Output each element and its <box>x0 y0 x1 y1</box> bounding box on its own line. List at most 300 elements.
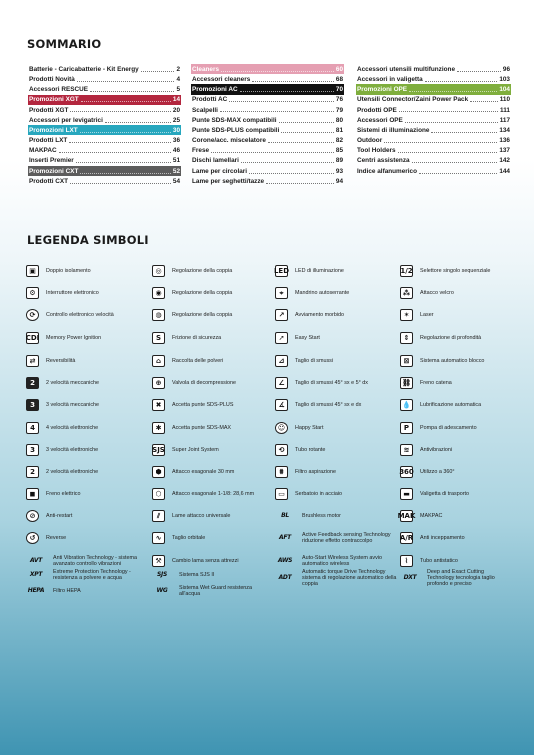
sds-plus-bit-icon: ✖ <box>152 399 165 411</box>
toc-entry-label: Promozioni OPE <box>357 86 408 94</box>
legend-item <box>152 466 274 478</box>
toc-leader-dots <box>81 101 171 102</box>
toc-entry[interactable] <box>191 74 344 84</box>
legend-item-label: Doppio isolamento <box>46 268 91 274</box>
toc-entry[interactable] <box>28 115 181 125</box>
steel-tank-icon: ▭ <box>275 488 288 500</box>
toc-entry[interactable] <box>191 84 344 94</box>
anti-jam-icon: A/R <box>399 534 414 542</box>
legend-item <box>275 377 399 389</box>
legend-item <box>152 332 274 344</box>
legend-item-label: 2 velocità elettroniche <box>46 469 99 475</box>
toc-leader-dots <box>409 91 497 92</box>
toc-entry-label: Prodotti CXT <box>29 177 69 185</box>
toc-leader-dots <box>252 81 334 82</box>
toc-entry-page: 79 <box>335 106 343 114</box>
toc-leader-dots <box>211 152 334 153</box>
super-joint-system-icon: SJS <box>152 446 165 454</box>
toc-entry-page: 110 <box>499 96 510 104</box>
hex-shank-28-icon: ⬡ <box>152 488 165 500</box>
legend-item <box>275 399 399 411</box>
toc-entry-page: 36 <box>172 137 180 145</box>
toc-entry-page: 80 <box>335 116 343 124</box>
toc-leader-dots <box>70 183 171 184</box>
toc-leader-dots <box>70 111 170 112</box>
toc-entry-label: Promozioni LXT <box>29 126 78 134</box>
avt-logo-icon: AVT <box>29 557 43 564</box>
legend-item <box>275 555 399 567</box>
sds-max-bit-icon: ✱ <box>152 422 165 434</box>
legend-item-label: MAKPAC <box>420 513 443 519</box>
laser-icon: ✶ <box>400 309 413 321</box>
toc-leader-dots <box>80 132 171 133</box>
sequential-selector-icon: 1/2 <box>400 267 413 275</box>
toc-entry-page: 2 <box>176 65 180 73</box>
auto-block-icon: ⊠ <box>400 355 413 367</box>
toc-entry-page: 4 <box>176 75 180 83</box>
toc-entry-page: 85 <box>335 147 343 155</box>
toc-entry-label: Prodotti LXT <box>29 137 68 145</box>
anti-static-tube-icon: ⌇ <box>400 555 413 567</box>
legend-item <box>26 377 151 389</box>
rotating-tube-icon: ⟲ <box>275 444 288 456</box>
legend-item-label: Active Feedback sensing Technology riduzione effetto contraccolpo <box>302 532 391 544</box>
toc-entry-label: Dischi lamellari <box>192 157 239 165</box>
legend-item-label: Attacco velcro <box>420 290 454 296</box>
toc-entry-label: Accessori utensili multifunzione <box>357 65 456 73</box>
adt-logo-icon: ADT <box>278 574 292 581</box>
toc-entry[interactable] <box>28 74 181 84</box>
legend-item <box>152 355 274 367</box>
legend-item <box>400 488 512 500</box>
memory-power-ignition-icon: CDI <box>25 334 40 342</box>
toc-entry-page: 81 <box>335 126 343 134</box>
legend-item <box>26 444 151 456</box>
toc-entry[interactable] <box>28 166 181 176</box>
legend-item-label: Tubo rotante <box>295 447 326 453</box>
soft-start-icon: ↗ <box>275 309 288 321</box>
toc-entry-label: Prodotti Novità <box>29 75 75 83</box>
legend-item <box>400 532 512 544</box>
toc-entry-label: Accessori cleaners <box>192 75 251 83</box>
toc-column <box>28 64 181 186</box>
priming-pump-icon: P <box>400 422 413 434</box>
legend-item <box>26 309 151 321</box>
toc-leader-dots <box>76 162 171 163</box>
toc-entry-page: 142 <box>499 157 510 165</box>
legend-item-label: Anti Vibration Technology - sistema avanzato controllo vibrazioni <box>53 555 137 567</box>
legend-item-label: Regolazione di profondità <box>420 335 482 341</box>
legend-item-label: Avviamento morbido <box>295 312 345 318</box>
toc-leader-dots <box>220 111 334 112</box>
xpt-logo-icon: XPT <box>29 571 43 578</box>
legend-item-label: Filtro HEPA <box>53 588 81 594</box>
legend-item-label: Pompa di adescamento <box>420 425 477 431</box>
toc-leader-dots <box>77 81 175 82</box>
reverse-icon: ↺ <box>26 532 39 544</box>
toc-entry-page: 5 <box>176 86 180 94</box>
legend-item <box>397 510 512 522</box>
toc-entry[interactable] <box>356 95 511 105</box>
toc-entry-label: Accessori per levigatrici <box>29 116 103 124</box>
legend-item <box>26 265 151 277</box>
led-light-icon: LED <box>273 267 290 275</box>
legend-item <box>152 377 274 389</box>
toc-entry-page: 93 <box>335 167 343 175</box>
legend-item-label: Reversibilità <box>46 358 76 364</box>
toc-entry-page: 111 <box>500 106 510 114</box>
legend-item <box>152 444 274 456</box>
toc-entry[interactable] <box>191 166 344 176</box>
brushless-logo-icon: BL <box>281 512 289 519</box>
toc-leader-dots <box>399 111 498 112</box>
suction-filter-icon: ⩩ <box>275 466 288 478</box>
legend-item-label: Accetta punte SDS-PLUS <box>172 402 234 408</box>
toc-leader-dots <box>384 142 497 143</box>
legend-item <box>26 466 151 478</box>
toc-entry[interactable] <box>356 74 511 84</box>
toc-entry[interactable] <box>191 115 344 125</box>
toc-entry-label: Promozioni XGT <box>29 96 79 104</box>
toc-entry[interactable] <box>28 125 181 135</box>
toc-leader-dots <box>419 173 497 174</box>
toc-entry-label: Centri assistenza <box>357 157 410 165</box>
legend-item-label: Frizione di sicurezza <box>172 335 222 341</box>
toc-entry-label: MAKPAC <box>29 147 57 155</box>
legend-item <box>275 444 399 456</box>
legend-item-label: Cambio lama senza attrezzi <box>172 558 239 564</box>
legend-item-label: Filtro aspirazione <box>295 469 337 475</box>
toc-entry-page: 46 <box>172 147 180 155</box>
self-centering-chuck-icon: ⌖ <box>275 287 288 299</box>
legend-item <box>152 287 274 299</box>
legend-item-label: Valvola di decompressione <box>172 380 237 386</box>
toc-entry-label: Punte SDS-MAX compatibili <box>192 116 277 124</box>
legend-item-label: Deep and Exact Cutting Technology tecnologia taglio profondo e preciso <box>427 569 495 587</box>
toc-entry-label: Punte SDS-PLUS compatibili <box>192 126 280 134</box>
toc-entry-page: 70 <box>335 86 343 94</box>
legend-item <box>400 287 512 299</box>
legend-item <box>152 510 274 522</box>
chain-brake-icon: ⛓ <box>400 377 413 389</box>
toc-entry-label: Cleaners <box>192 65 219 73</box>
toc-entry-page: 76 <box>335 96 343 104</box>
legend-item-label: Regolazione della coppia <box>172 290 233 296</box>
toc-leader-dots <box>105 122 171 123</box>
legend-item <box>152 532 274 544</box>
decompression-valve-icon: ⊕ <box>152 377 165 389</box>
speed-control-icon: ⟳ <box>26 309 39 321</box>
toc-leader-dots <box>240 91 334 92</box>
legend-item-label: Sistema SJS II <box>179 572 215 578</box>
torque-adjust-icon: ◉ <box>152 287 165 299</box>
toc-entry-label: Prodotti OPE <box>357 106 397 114</box>
toc-entry[interactable] <box>356 105 511 115</box>
toc-leader-dots <box>470 101 498 102</box>
legend-item <box>152 555 274 567</box>
toc-entry[interactable] <box>356 166 511 176</box>
tool-less-blade-icon: ⚒ <box>152 555 165 567</box>
legend-item <box>26 555 151 567</box>
toc-entry-page: 103 <box>499 75 510 83</box>
legend-item-label: Attacco esagonale 30 mm <box>172 469 235 475</box>
wet-guard-logo-icon: WG <box>156 587 168 594</box>
velcro-attachment-icon: ⁂ <box>400 287 413 299</box>
toc-entry[interactable] <box>28 156 181 166</box>
toc-leader-dots <box>221 71 334 72</box>
toc-leader-dots <box>412 162 498 163</box>
legend-item-label: Valigetta di trasporto <box>420 491 470 497</box>
legend-item <box>275 422 399 434</box>
legend-item <box>275 466 399 478</box>
toc-entry-page: 54 <box>172 177 180 185</box>
toc-leader-dots <box>80 173 171 174</box>
toc-entry-label: Sistemi di illuminazione <box>357 126 430 134</box>
toc-leader-dots <box>90 91 174 92</box>
toc-leader-dots <box>141 71 175 72</box>
orbital-cut-icon: ∿ <box>152 532 165 544</box>
toc-entry-label: Accessori RESCUE <box>29 86 88 94</box>
toc-leader-dots <box>69 142 171 143</box>
legend-item-label: Sistema automatico blocco <box>420 358 485 364</box>
legend-item-label: Taglio di smussi <box>295 358 334 364</box>
legend-item <box>400 569 512 587</box>
legend-item <box>400 399 512 411</box>
toc-entry-page: 137 <box>499 147 510 155</box>
three-speed-electronic-icon: 3 <box>26 444 39 456</box>
hex-shank-30-icon: ⬢ <box>152 466 165 478</box>
toc-entry-label: Promozioni AC <box>192 86 238 94</box>
toc-entry[interactable] <box>356 156 511 166</box>
electronic-switch-icon: ⚙ <box>26 287 39 299</box>
legend-item-label: Freno elettrico <box>46 491 81 497</box>
toc-column <box>191 64 344 186</box>
legend-item-label: Taglio orbitale <box>172 535 206 541</box>
legend-item-label: Automatic torque Drive Technology sistema di regolazione automatico della coppia <box>302 569 397 587</box>
legend-item <box>26 510 151 522</box>
three-speed-mechanical-icon: 3 <box>26 399 39 411</box>
legend-item-label: Freno catena <box>420 380 452 386</box>
anti-restart-icon: ⊘ <box>26 510 39 522</box>
electric-brake-icon: ◼ <box>26 488 39 500</box>
legend-item <box>400 444 512 456</box>
toc-entry-page: 60 <box>335 65 343 73</box>
reversible-icon: ⇄ <box>26 355 39 367</box>
toc-entry[interactable] <box>28 105 181 115</box>
toc-leader-dots <box>59 152 171 153</box>
toc-entry[interactable] <box>28 146 181 156</box>
toc-entry-label: Prodotti AC <box>192 96 228 104</box>
toc-entry-page: 52 <box>172 167 180 175</box>
two-speed-mechanical-icon: 2 <box>26 377 39 389</box>
toc-entry-page: 68 <box>335 75 343 83</box>
page-title: SOMMARIO <box>27 37 102 51</box>
four-speed-electronic-icon: 4 <box>26 422 39 434</box>
toc-entry[interactable] <box>28 64 181 74</box>
toc-entry[interactable] <box>191 64 344 74</box>
legend-item <box>26 569 151 581</box>
toc-entry-page: 96 <box>502 65 510 73</box>
legend-item <box>275 488 399 500</box>
toc-entry-label: Lame per circolari <box>192 167 248 175</box>
toc-entry-page: 117 <box>499 116 510 124</box>
legend-item <box>26 488 151 500</box>
toc-entry[interactable] <box>356 84 511 94</box>
legend-item-label: Tubo antistatico <box>420 558 458 564</box>
toc-entry[interactable] <box>28 95 181 105</box>
toc-entry[interactable] <box>28 84 181 94</box>
legend-item-label: LED di illuminazione <box>295 268 344 274</box>
legend-item <box>275 532 399 544</box>
toc-entry[interactable] <box>356 64 511 74</box>
toc-leader-dots <box>405 122 498 123</box>
toc-entry[interactable] <box>191 105 344 115</box>
bevel-cut-icon: ⊿ <box>275 355 288 367</box>
legend-item <box>26 422 151 434</box>
torque-adjust-icon: ◍ <box>152 309 165 321</box>
legend-item <box>152 399 274 411</box>
legend-item <box>26 287 151 299</box>
toc-entry[interactable] <box>191 125 344 135</box>
legend-item-label: 4 velocità elettroniche <box>46 425 99 431</box>
toc-entry-label: Scalpelli <box>192 106 218 114</box>
toc-leader-dots <box>431 132 497 133</box>
legend-item-label: Lame attacco universale <box>172 513 231 519</box>
legend-item-label: Raccolta delle polveri <box>172 358 224 364</box>
legend-item <box>275 510 399 522</box>
legend-item <box>275 309 399 321</box>
toc-entry-label: Accessori OPE <box>357 116 403 124</box>
toc-entry[interactable] <box>356 115 511 125</box>
legend-item-label: Regolazione della coppia <box>172 312 233 318</box>
toc-leader-dots <box>229 101 334 102</box>
legend-item-label: Interruttore elettronico <box>46 290 99 296</box>
toc-entry[interactable] <box>191 95 344 105</box>
legend-item <box>275 569 399 587</box>
legend-item-label: Taglio di smussi 45° sx e dx <box>295 402 362 408</box>
legend-item-label: Memory Power Ignition <box>46 335 102 341</box>
easy-start-icon: ➚ <box>275 332 288 344</box>
toc-leader-dots <box>266 183 334 184</box>
legend-item <box>152 488 274 500</box>
toc-entry-label: Outdoor <box>357 137 383 145</box>
toc-leader-dots <box>398 152 498 153</box>
legend-item-label: Auto-Start Wireless System avvio automatico wireless <box>302 555 382 567</box>
legend-item <box>400 309 512 321</box>
legend-item-label: Selettore singolo sequenziale <box>420 268 491 274</box>
toc-entry-page: 104 <box>499 86 510 94</box>
toc-entry-label: Indice alfanumerico <box>357 167 418 175</box>
legend-item <box>275 332 399 344</box>
toc-entry-label: Tool Holders <box>357 147 396 155</box>
legend-item-label: Sistema Wet Guard resistenza all'acqua <box>179 585 253 597</box>
legend-item <box>275 287 399 299</box>
toc-entry-page: 89 <box>335 157 343 165</box>
toc-entry[interactable] <box>191 135 344 145</box>
toc-entry[interactable] <box>191 156 344 166</box>
toc-entry[interactable] <box>28 135 181 145</box>
legend-item-label: Brushless motor <box>302 513 341 519</box>
toc-entry-label: Utensili Connector/Zaini Power Pack <box>357 96 469 104</box>
toc-entry[interactable] <box>191 146 344 156</box>
toc-entry-page: 134 <box>499 126 510 134</box>
bevel-45-icon: ∡ <box>275 399 288 411</box>
legend-item-label: Controllo elettronico velocità <box>46 312 114 318</box>
toc-entry-page: 136 <box>499 137 510 145</box>
universal-blade-icon: ⫽ <box>152 510 165 522</box>
section-title: LEGENDA SIMBOLI <box>27 233 149 247</box>
legend-item-label: 3 velocità meccaniche <box>46 402 100 408</box>
legend-item <box>26 332 151 344</box>
legend-item-label: 3 velocità elettroniche <box>46 447 99 453</box>
toc-column <box>356 64 511 176</box>
toc-entry-page: 94 <box>335 177 343 185</box>
legend-item <box>275 265 399 277</box>
aft-logo-icon: AFT <box>279 534 291 541</box>
toc-entry-page: 25 <box>172 116 180 124</box>
toc-entry-label: Batterie - Caricabatterie - Kit Energy <box>29 65 139 73</box>
toc-entry[interactable] <box>28 176 181 186</box>
toc-entry-label: Inserti Premier <box>29 157 74 165</box>
toc-leader-dots <box>279 122 334 123</box>
toc-entry-page: 30 <box>172 126 180 134</box>
legend-item-label: Extreme Protection Technology - resistenza a polvere e acqua <box>53 569 131 581</box>
legend-item-label: 2 velocità meccaniche <box>46 380 100 386</box>
legend-item <box>152 422 274 434</box>
toc-entry-label: Promozioni CXT <box>29 167 79 175</box>
legend-item <box>152 309 274 321</box>
toc-entry-label: Prodotti XGT <box>29 106 69 114</box>
two-speed-electronic-icon: 2 <box>26 466 39 478</box>
legend-item <box>26 585 151 597</box>
carry-case-icon: ▬ <box>400 488 413 500</box>
toc-entry[interactable] <box>356 146 511 156</box>
safety-clutch-icon: S <box>152 332 165 344</box>
toc-entry[interactable] <box>356 125 511 135</box>
happy-start-icon: ☺ <box>275 422 288 434</box>
toc-entry-page: 144 <box>499 167 510 175</box>
legend-item-label: Taglio di smussi 45° sx e 5° dx <box>295 380 368 386</box>
awc-logo-icon: AWS <box>277 557 293 564</box>
anti-vibration-icon: ≋ <box>400 444 413 456</box>
toc-leader-dots <box>249 173 334 174</box>
dust-collection-icon: ⌂ <box>152 355 165 367</box>
legend-item <box>400 466 512 478</box>
legend-item <box>152 585 274 597</box>
legend-item-label: Regolazione della coppia <box>172 268 233 274</box>
legend-item-label: Anti inceppamento <box>420 535 465 541</box>
legend-item-label: Anti-restart <box>46 513 73 519</box>
makpac-icon: MAK <box>397 512 416 520</box>
toc-entry-page: 14 <box>172 96 180 104</box>
legend-item-label: Laser <box>420 312 434 318</box>
legend-item-label: Attacco esagonale 1-1/8: 28,6 mm <box>172 491 255 497</box>
toc-entry[interactable] <box>356 135 511 145</box>
legend-item <box>400 332 512 344</box>
legend-item-label: Antivibrazioni <box>420 447 453 453</box>
use-360-icon: 360 <box>399 468 414 476</box>
toc-leader-dots <box>457 71 501 72</box>
legend-item <box>400 555 512 567</box>
depth-adjust-icon: ⇕ <box>400 332 413 344</box>
legend-item <box>26 355 151 367</box>
legend-item <box>275 355 399 367</box>
legend-item <box>26 532 151 544</box>
legend-item-label: Lubrificazione automatica <box>420 402 482 408</box>
toc-entry-label: Lame per seghetti/tazze <box>192 177 265 185</box>
toc-entry[interactable] <box>191 176 344 186</box>
legend-item <box>152 569 274 581</box>
